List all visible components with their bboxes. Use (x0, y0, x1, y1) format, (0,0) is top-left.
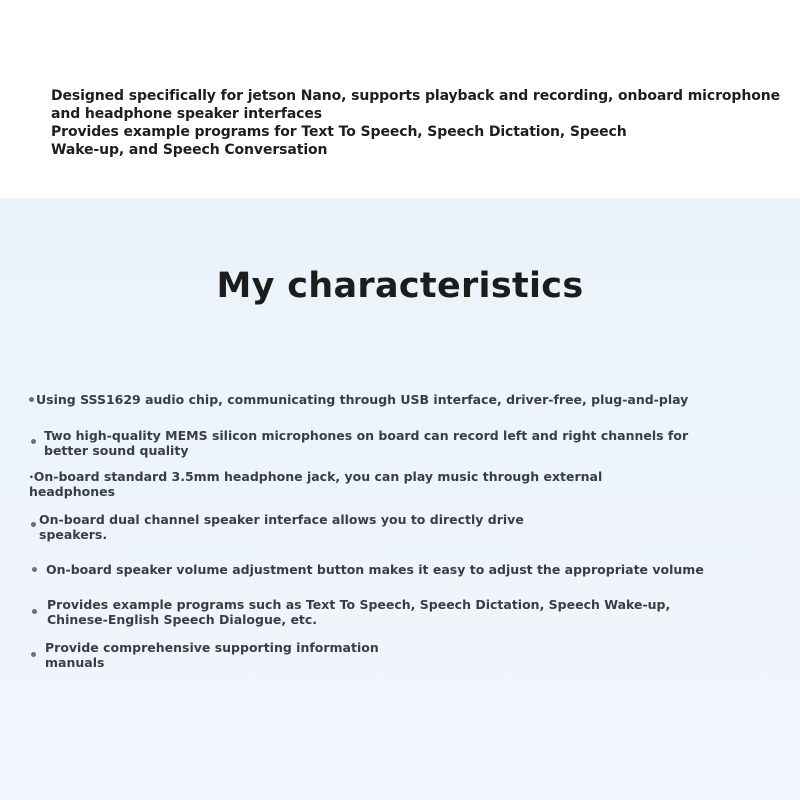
intro-line: Wake-up, and Speech Conversation (51, 142, 328, 158)
feature-line: Provide comprehensive supporting information (45, 640, 379, 655)
feature-line: Provides example programs such as Text To Speech, Speech Dictation, Speech Wake-up, (47, 597, 671, 612)
feature-line: headphones (29, 484, 116, 499)
feature-line: speakers. (39, 527, 108, 542)
feature-line: Chinese-English Speech Dialogue, etc. (47, 612, 318, 627)
intro-line: Provides example programs for Text To Speech, Speech Dictation, Speech (51, 124, 627, 140)
feature-line: better sound quality (44, 443, 189, 458)
bullet-icon (31, 522, 36, 527)
feature-line: Using SSS1629 audio chip, communicating through USB interface, driver-free, plug-and-play (36, 392, 689, 407)
feature-line: On-board dual channel speaker interface allows you to directly drive (39, 512, 524, 527)
bullet-icon (29, 397, 34, 402)
feature-line: Two high-quality MEMS silicon microphones on board can record left and right channels for (44, 428, 689, 443)
feature-line: manuals (45, 655, 105, 670)
intro-line: and headphone speaker interfaces (51, 106, 323, 122)
section-heading: My characteristics (216, 266, 584, 306)
feature-line: On-board speaker volume adjustment button makes it easy to adjust the appropriate volume (46, 562, 704, 577)
intro-line: Designed specifically for jetson Nano, supports playback and recording, onboard microphone (51, 88, 780, 104)
intro-section (0, 0, 800, 198)
bullet-icon (31, 652, 36, 657)
bullet-icon (32, 609, 37, 614)
bullet-icon (31, 439, 36, 444)
feature-line: ·On-board standard 3.5mm headphone jack, you can play music through external (29, 469, 603, 484)
bullet-icon (32, 567, 37, 572)
